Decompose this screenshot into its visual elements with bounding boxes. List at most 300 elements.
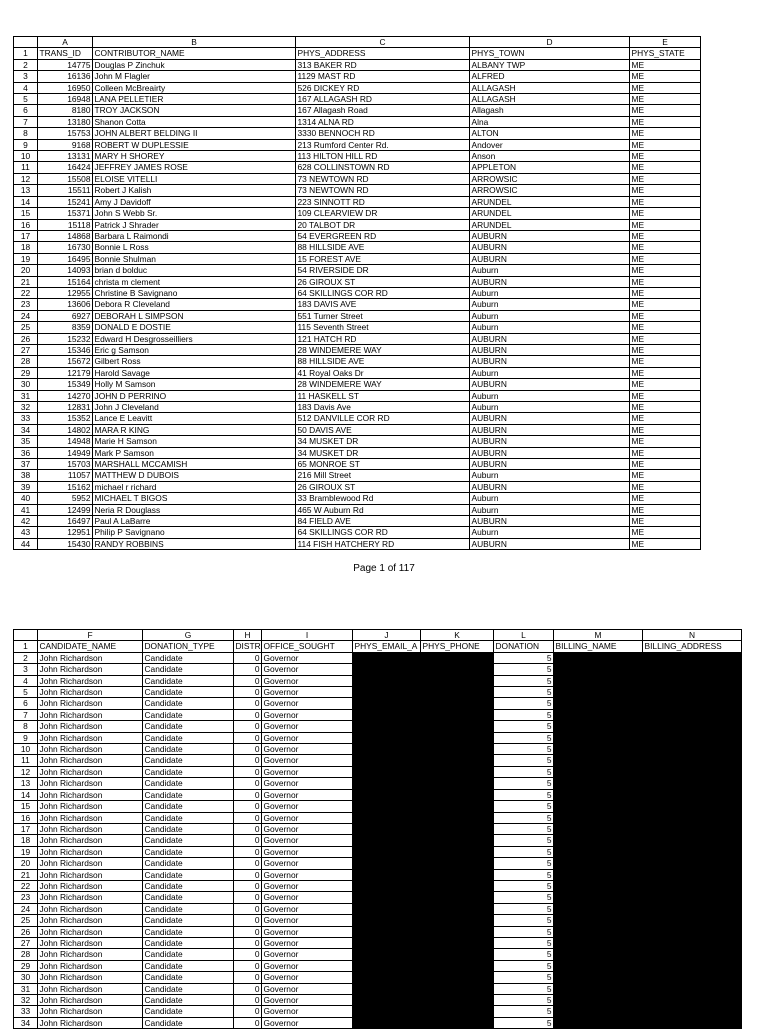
trans-id-cell: 15164 <box>38 276 93 287</box>
state-cell: ME <box>630 219 701 230</box>
contributor-name-cell: christa m clement <box>93 276 296 287</box>
row-number: 30 <box>14 379 38 390</box>
trans-id-cell: 15232 <box>38 333 93 344</box>
trans-id-cell: 14775 <box>38 59 93 70</box>
row-number: 1 <box>14 641 38 652</box>
redacted-email-cell <box>353 937 421 948</box>
town-cell: AUBURN <box>470 379 630 390</box>
district-cell: 0 <box>234 880 262 891</box>
office-sought-cell: Governor <box>262 744 353 755</box>
contributor-name-cell: John S Webb Sr. <box>93 208 296 219</box>
row-number: 15 <box>14 208 38 219</box>
redacted-billing-address-cell <box>643 972 742 983</box>
row-number: 17 <box>14 230 38 241</box>
redacted-billing-name-cell <box>554 972 643 983</box>
redacted-billing-address-cell <box>643 664 742 675</box>
column-letter: C <box>296 37 470 48</box>
state-cell: ME <box>630 128 701 139</box>
address-cell: 65 MONROE ST <box>296 459 470 470</box>
candidate-name-cell: John Richardson <box>38 778 143 789</box>
table-row <box>14 846 742 857</box>
row-number: 24 <box>14 903 38 914</box>
row-number: 26 <box>14 333 38 344</box>
column-letter: D <box>470 37 630 48</box>
candidate-name-cell: John Richardson <box>38 892 143 903</box>
redacted-billing-name-cell <box>554 664 643 675</box>
candidate-name-cell: John Richardson <box>38 1006 143 1017</box>
state-cell: ME <box>630 230 701 241</box>
redacted-email-cell <box>353 664 421 675</box>
row-number: 18 <box>14 835 38 846</box>
row-number: 24 <box>14 310 38 321</box>
page-number-label: Page 1 of 117 <box>353 563 415 574</box>
donation-cell: 5 <box>494 983 554 994</box>
donation-cell: 5 <box>494 698 554 709</box>
town-cell: AUBURN <box>470 538 630 549</box>
row-number: 4 <box>14 82 38 93</box>
redacted-email-cell <box>353 960 421 971</box>
table-row <box>14 664 742 675</box>
town-cell: Auburn <box>470 527 630 538</box>
row-number: 41 <box>14 504 38 515</box>
donation-cell: 5 <box>494 732 554 743</box>
redacted-email-cell <box>353 778 421 789</box>
state-cell: ME <box>630 367 701 378</box>
town-cell: Auburn <box>470 299 630 310</box>
donation-type-cell: Candidate <box>143 892 234 903</box>
contributor-name-cell: Douglas P Zinchuk <box>93 59 296 70</box>
candidate-name-cell: John Richardson <box>38 835 143 846</box>
redacted-email-cell <box>353 983 421 994</box>
district-cell: 0 <box>234 664 262 675</box>
office-sought-cell: Governor <box>262 789 353 800</box>
redacted-phone-cell <box>421 915 494 926</box>
row-number: 11 <box>14 162 38 173</box>
redacted-phone-cell <box>421 698 494 709</box>
state-cell: ME <box>630 481 701 492</box>
donation-cell: 5 <box>494 823 554 834</box>
column-letter: L <box>494 630 554 641</box>
address-cell: 88 HILLSIDE AVE <box>296 356 470 367</box>
donation-type-cell: Candidate <box>143 687 234 698</box>
contributor-name-cell: Amy J Davidoff <box>93 196 296 207</box>
trans-id-cell: 12951 <box>38 527 93 538</box>
column-letter-row <box>14 37 701 48</box>
contributor-name-cell: Gilbert Ross <box>93 356 296 367</box>
district-cell: 0 <box>234 755 262 766</box>
contributor-name-cell: RANDY ROBBINS <box>93 538 296 549</box>
address-cell: 41 Royal Oaks Dr <box>296 367 470 378</box>
candidate-name-cell: John Richardson <box>38 846 143 857</box>
row-number: 14 <box>14 789 38 800</box>
row-number: 36 <box>14 447 38 458</box>
table-row <box>14 185 701 196</box>
contributor-name-cell: JEFFREY JAMES ROSE <box>93 162 296 173</box>
candidate-name-cell: John Richardson <box>38 675 143 686</box>
trans-id-cell: 14948 <box>38 436 93 447</box>
office-sought-cell: Governor <box>262 972 353 983</box>
donation-cell: 5 <box>494 664 554 675</box>
donation-cell: 5 <box>494 789 554 800</box>
row-number: 15 <box>14 801 38 812</box>
office-sought-cell: Governor <box>262 960 353 971</box>
table-row <box>14 812 742 823</box>
contributor-name-cell: Eric g Samson <box>93 344 296 355</box>
candidate-name-cell: John Richardson <box>38 960 143 971</box>
table-row <box>14 801 742 812</box>
table-row <box>14 447 701 458</box>
redacted-email-cell <box>353 915 421 926</box>
row-number: 2 <box>14 652 38 663</box>
row-number: 33 <box>14 413 38 424</box>
redacted-billing-name-cell <box>554 835 643 846</box>
table-row <box>14 379 701 390</box>
row-number: 27 <box>14 937 38 948</box>
contributor-name-cell: JOHN D PERRINO <box>93 390 296 401</box>
table-row <box>14 230 701 241</box>
row-number: 12 <box>14 766 38 777</box>
row-number: 8 <box>14 721 38 732</box>
candidate-name-cell: John Richardson <box>38 903 143 914</box>
table-row <box>14 413 701 424</box>
district-cell: 0 <box>234 983 262 994</box>
district-cell: 0 <box>234 972 262 983</box>
donation-cell: 5 <box>494 972 554 983</box>
redacted-phone-cell <box>421 926 494 937</box>
redacted-billing-name-cell <box>554 698 643 709</box>
trans-id-cell: 16730 <box>38 242 93 253</box>
table-row <box>14 538 701 549</box>
redacted-phone-cell <box>421 732 494 743</box>
address-cell: 121 HATCH RD <box>296 333 470 344</box>
trans-id-cell: 15371 <box>38 208 93 219</box>
state-cell: ME <box>630 459 701 470</box>
donation-cell: 5 <box>494 1006 554 1017</box>
redacted-billing-address-cell <box>643 960 742 971</box>
donation-type-cell: Candidate <box>143 698 234 709</box>
redacted-phone-cell <box>421 652 494 663</box>
district-cell: 0 <box>234 687 262 698</box>
office-sought-cell: Governor <box>262 926 353 937</box>
row-number: 40 <box>14 493 38 504</box>
redacted-billing-address-cell <box>643 995 742 1006</box>
trans-id-cell: 16497 <box>38 516 93 527</box>
table-row <box>14 356 701 367</box>
table-row <box>14 139 701 150</box>
address-cell: 84 FIELD AVE <box>296 516 470 527</box>
table-row <box>14 173 701 184</box>
table-row <box>14 208 701 219</box>
state-cell: ME <box>630 299 701 310</box>
trans-id-cell: 8359 <box>38 322 93 333</box>
office-sought-cell: Governor <box>262 721 353 732</box>
row-number: 34 <box>14 424 38 435</box>
table-row <box>14 835 742 846</box>
redacted-billing-address-cell <box>643 937 742 948</box>
donation-cell: 5 <box>494 744 554 755</box>
redacted-billing-address-cell <box>643 721 742 732</box>
contributor-name-cell: Christine B Savignano <box>93 287 296 298</box>
donation-cell: 5 <box>494 892 554 903</box>
table-row <box>14 367 701 378</box>
spreadsheet-page-2-table <box>13 629 742 1029</box>
table-row <box>14 287 701 298</box>
donation-cell: 5 <box>494 652 554 663</box>
row-number: 19 <box>14 846 38 857</box>
office-sought-cell: Governor <box>262 1017 353 1028</box>
table-row <box>14 493 701 504</box>
donation-cell: 5 <box>494 1017 554 1028</box>
row-number: 19 <box>14 253 38 264</box>
address-cell: 115 Seventh Street <box>296 322 470 333</box>
contributor-name-cell: Debora R Cleveland <box>93 299 296 310</box>
town-cell: ALTON <box>470 128 630 139</box>
address-cell: 88 HILLSIDE AVE <box>296 242 470 253</box>
table-row <box>14 299 701 310</box>
contributor-name-cell: ELOISE VITELLI <box>93 173 296 184</box>
candidate-name-cell: John Richardson <box>38 789 143 800</box>
town-cell: AUBURN <box>470 424 630 435</box>
town-cell: Alna <box>470 116 630 127</box>
row-number: 11 <box>14 755 38 766</box>
row-number: 18 <box>14 242 38 253</box>
contributor-name-cell: Paul A LaBarre <box>93 516 296 527</box>
town-cell: ARROWSIC <box>470 173 630 184</box>
trans-id-cell: 16948 <box>38 94 93 105</box>
contributor-name-cell: MICHAEL T BIGOS <box>93 493 296 504</box>
district-cell: 0 <box>234 789 262 800</box>
redacted-billing-address-cell <box>643 698 742 709</box>
redacted-email-cell <box>353 709 421 720</box>
redacted-billing-address-cell <box>643 892 742 903</box>
trans-id-cell: 12955 <box>38 287 93 298</box>
district-cell: 0 <box>234 937 262 948</box>
address-cell: 28 WINDEMERE WAY <box>296 344 470 355</box>
contributor-name-cell: Patrick J Shrader <box>93 219 296 230</box>
address-cell: 167 ALLAGASH RD <box>296 94 470 105</box>
contributor-name-cell: DEBORAH L SIMPSON <box>93 310 296 321</box>
redacted-phone-cell <box>421 766 494 777</box>
donation-type-cell: Candidate <box>143 801 234 812</box>
donation-cell: 5 <box>494 858 554 869</box>
office-sought-cell: Governor <box>262 732 353 743</box>
candidate-name-cell: John Richardson <box>38 949 143 960</box>
state-cell: ME <box>630 333 701 344</box>
redacted-billing-name-cell <box>554 960 643 971</box>
redacted-phone-cell <box>421 858 494 869</box>
table-row <box>14 333 701 344</box>
redacted-email-cell <box>353 995 421 1006</box>
row-number: 25 <box>14 322 38 333</box>
redacted-billing-address-cell <box>643 812 742 823</box>
address-cell: 34 MUSKET DR <box>296 436 470 447</box>
column-letter: B <box>93 37 296 48</box>
office-sought-cell: Governor <box>262 778 353 789</box>
redacted-email-cell <box>353 721 421 732</box>
donation-cell: 5 <box>494 937 554 948</box>
redacted-phone-cell <box>421 949 494 960</box>
town-cell: Auburn <box>470 310 630 321</box>
town-cell: ALLAGASH <box>470 82 630 93</box>
redacted-phone-cell <box>421 983 494 994</box>
table-row <box>14 504 701 515</box>
town-cell: Auburn <box>470 470 630 481</box>
donation-cell: 5 <box>494 766 554 777</box>
table-row <box>14 903 742 914</box>
trans-id-cell: 14802 <box>38 424 93 435</box>
row-number: 3 <box>14 664 38 675</box>
contributor-name-cell: Edward H Desgrosseilliers <box>93 333 296 344</box>
contributor-name-cell: Shanon Cotta <box>93 116 296 127</box>
table-row <box>14 937 742 948</box>
table-row <box>14 1017 742 1028</box>
donation-type-cell: Candidate <box>143 926 234 937</box>
row-number: 21 <box>14 869 38 880</box>
donation-type-cell: Candidate <box>143 709 234 720</box>
trans-id-cell: 15118 <box>38 219 93 230</box>
contributor-name-cell: DONALD E DOSTIE <box>93 322 296 333</box>
redacted-phone-cell <box>421 869 494 880</box>
address-cell: 465 W Auburn Rd <box>296 504 470 515</box>
table-row <box>14 721 742 732</box>
redacted-billing-name-cell <box>554 755 643 766</box>
donation-type-cell: Candidate <box>143 1006 234 1017</box>
district-cell: 0 <box>234 801 262 812</box>
row-number: 14 <box>14 196 38 207</box>
trans-id-cell: 14270 <box>38 390 93 401</box>
column-header: PHYS_PHONE <box>421 641 494 652</box>
column-header: BILLING_NAME <box>554 641 643 652</box>
address-cell: 183 Davis Ave <box>296 402 470 413</box>
address-cell: 26 GIROUX ST <box>296 276 470 287</box>
donation-cell: 5 <box>494 846 554 857</box>
contributor-name-cell: John J Cleveland <box>93 402 296 413</box>
candidate-name-cell: John Richardson <box>38 664 143 675</box>
donation-type-cell: Candidate <box>143 995 234 1006</box>
row-number: 39 <box>14 481 38 492</box>
column-header: PHYS_ADDRESS <box>296 48 470 59</box>
address-cell: 109 CLEARVIEW DR <box>296 208 470 219</box>
office-sought-cell: Governor <box>262 983 353 994</box>
row-number: 12 <box>14 173 38 184</box>
state-cell: ME <box>630 379 701 390</box>
column-letter: F <box>38 630 143 641</box>
contributor-name-cell: Lance E Leavitt <box>93 413 296 424</box>
redacted-phone-cell <box>421 709 494 720</box>
column-letter: J <box>353 630 421 641</box>
table-row <box>14 744 742 755</box>
town-cell: ARUNDEL <box>470 196 630 207</box>
redacted-billing-name-cell <box>554 846 643 857</box>
table-row <box>14 459 701 470</box>
office-sought-cell: Governor <box>262 995 353 1006</box>
redacted-billing-name-cell <box>554 766 643 777</box>
district-cell: 0 <box>234 778 262 789</box>
table-row <box>14 516 701 527</box>
redacted-billing-name-cell <box>554 915 643 926</box>
address-cell: 183 DAVIS AVE <box>296 299 470 310</box>
state-cell: ME <box>630 162 701 173</box>
redacted-phone-cell <box>421 664 494 675</box>
office-sought-cell: Governor <box>262 709 353 720</box>
contributor-name-cell: michael r richard <box>93 481 296 492</box>
redacted-email-cell <box>353 1017 421 1028</box>
donation-cell: 5 <box>494 709 554 720</box>
header-row <box>14 641 742 652</box>
redacted-billing-name-cell <box>554 675 643 686</box>
column-letter: I <box>262 630 353 641</box>
table-row <box>14 242 701 253</box>
header-row <box>14 48 701 59</box>
address-cell: 213 Rumford Center Rd. <box>296 139 470 150</box>
table-row <box>14 310 701 321</box>
district-cell: 0 <box>234 812 262 823</box>
table-row <box>14 652 742 663</box>
state-cell: ME <box>630 139 701 150</box>
donation-type-cell: Candidate <box>143 937 234 948</box>
table-row <box>14 424 701 435</box>
table-row <box>14 949 742 960</box>
redacted-email-cell <box>353 949 421 960</box>
candidate-name-cell: John Richardson <box>38 937 143 948</box>
address-cell: 28 WINDEMERE WAY <box>296 379 470 390</box>
candidate-name-cell: John Richardson <box>38 812 143 823</box>
redacted-phone-cell <box>421 995 494 1006</box>
column-header: BILLING_ADDRESS <box>643 641 742 652</box>
row-number: 13 <box>14 185 38 196</box>
trans-id-cell: 9168 <box>38 139 93 150</box>
donation-type-cell: Candidate <box>143 835 234 846</box>
state-cell: ME <box>630 516 701 527</box>
donation-type-cell: Candidate <box>143 823 234 834</box>
table-row <box>14 858 742 869</box>
redacted-email-cell <box>353 926 421 937</box>
column-letter: M <box>554 630 643 641</box>
table-row <box>14 253 701 264</box>
trans-id-cell: 15672 <box>38 356 93 367</box>
row-number: 29 <box>14 367 38 378</box>
candidate-name-cell: John Richardson <box>38 652 143 663</box>
office-sought-cell: Governor <box>262 687 353 698</box>
redacted-billing-name-cell <box>554 995 643 1006</box>
donation-cell: 5 <box>494 812 554 823</box>
contributor-name-cell: Philip P Savignano <box>93 527 296 538</box>
trans-id-cell: 15352 <box>38 413 93 424</box>
table-row <box>14 265 701 276</box>
row-number: 28 <box>14 356 38 367</box>
table-row <box>14 116 701 127</box>
address-cell: 526 DICKEY RD <box>296 82 470 93</box>
trans-id-cell: 13606 <box>38 299 93 310</box>
redacted-billing-name-cell <box>554 858 643 869</box>
district-cell: 0 <box>234 903 262 914</box>
column-header: TRANS_ID <box>38 48 93 59</box>
address-cell: 34 MUSKET DR <box>296 447 470 458</box>
table-row <box>14 983 742 994</box>
candidate-name-cell: John Richardson <box>38 687 143 698</box>
donation-cell: 5 <box>494 869 554 880</box>
redacted-phone-cell <box>421 937 494 948</box>
candidate-name-cell: John Richardson <box>38 869 143 880</box>
address-cell: 167 Allagash Road <box>296 105 470 116</box>
candidate-name-cell: John Richardson <box>38 698 143 709</box>
trans-id-cell: 15241 <box>38 196 93 207</box>
state-cell: ME <box>630 493 701 504</box>
candidate-name-cell: John Richardson <box>38 709 143 720</box>
table-row <box>14 390 701 401</box>
redacted-phone-cell <box>421 892 494 903</box>
office-sought-cell: Governor <box>262 652 353 663</box>
